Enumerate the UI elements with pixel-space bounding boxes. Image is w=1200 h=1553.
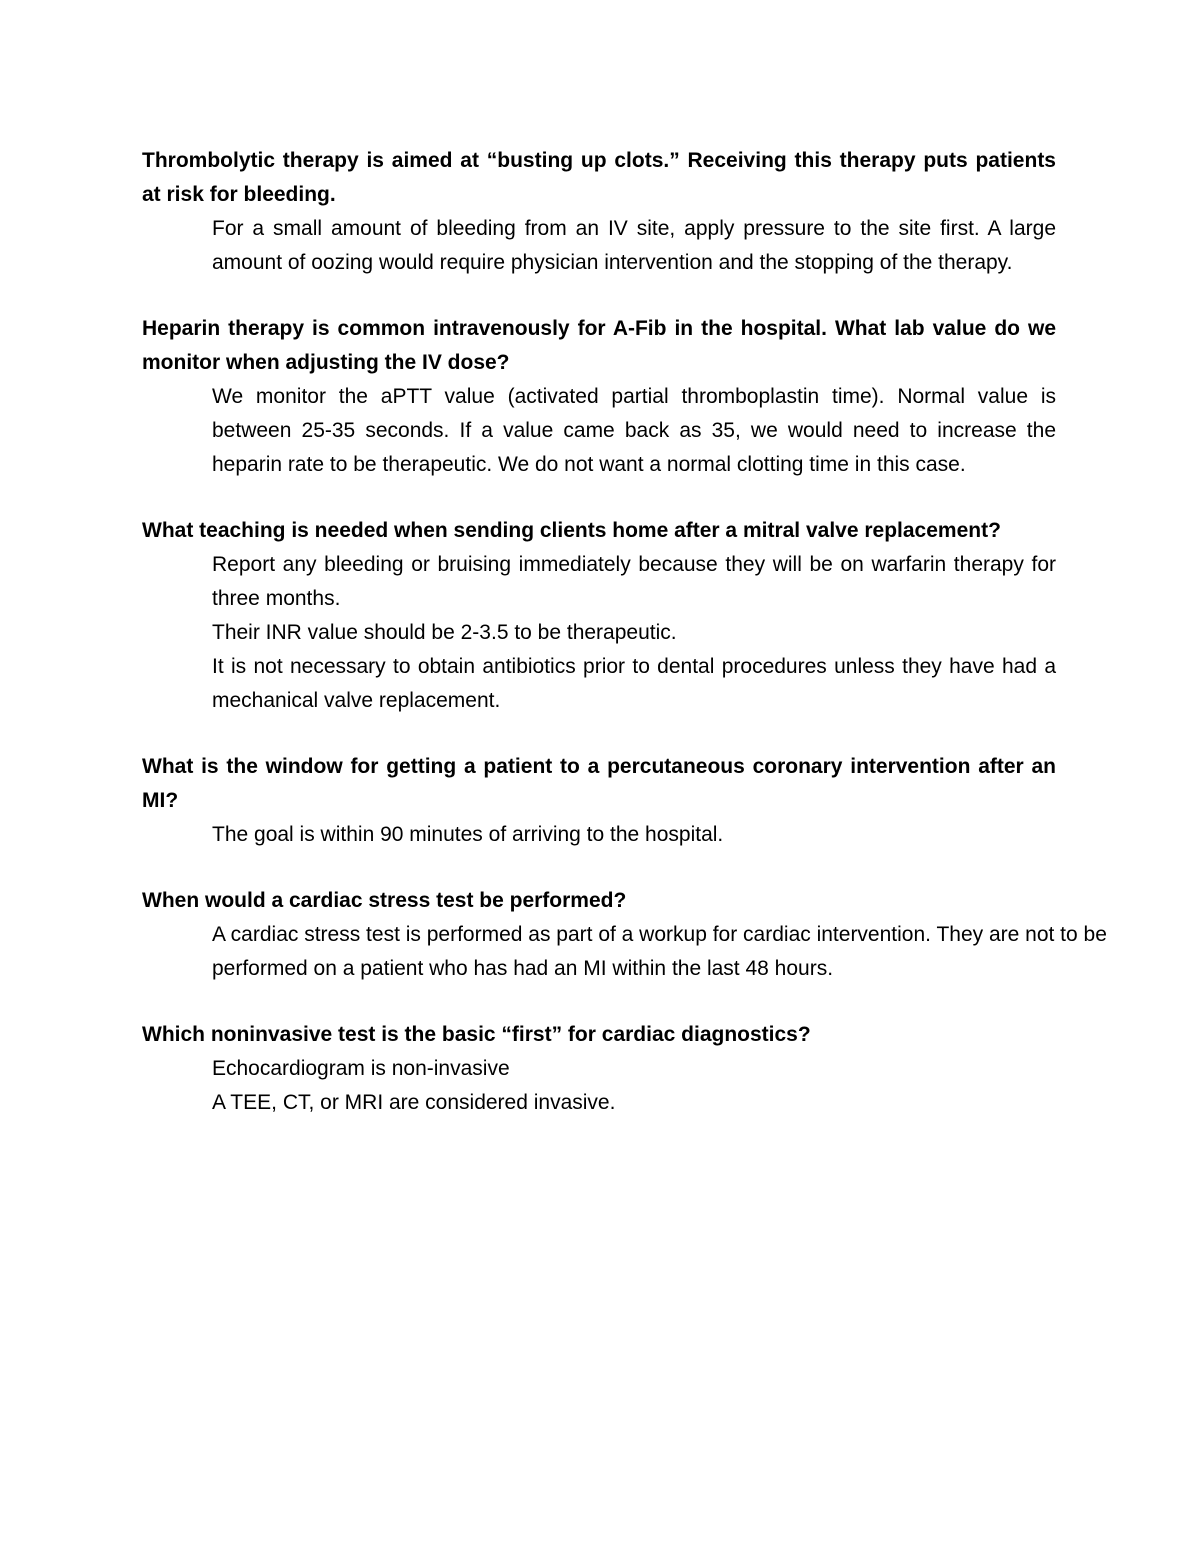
answer-paragraph: The goal is within 90 minutes of arriving to the hospital. [212, 823, 724, 846]
question-heading: What teaching is needed when sending clients home after a mitral valve replacement? [142, 519, 1001, 542]
question-heading: Heparin therapy is common intravenously for A-Fib in the hospital. What lab value do we monitor when adjusting the IV dose? [142, 317, 1056, 374]
qa-section-thrombolytic [142, 144, 1056, 280]
answer-paragraph: A TEE, CT, or MRI are considered invasive. [212, 1091, 616, 1114]
answer-paragraph: Report any bleeding or bruising immediately because they will be on warfarin therapy for three months. [212, 553, 1056, 610]
qa-section-mitral-valve [142, 514, 1056, 718]
answer-paragraph: We monitor the aPTT value (activated partial thromboplastin time). Normal value is between 25-35 seconds. If a value came back as 35, we would need to increase the heparin rate to be therapeutic. We do not want a normal clotting time in this case. [212, 385, 1056, 476]
question-heading: Thrombolytic therapy is aimed at “busting up clots.” Receiving this therapy puts patients at risk for bleeding. [142, 149, 1056, 206]
answer-paragraph: It is not necessary to obtain antibiotics prior to dental procedures unless they have had a mechanical valve replacement. [212, 655, 1056, 712]
question-heading: Which noninvasive test is the basic “first” for cardiac diagnostics? [142, 1023, 811, 1046]
question-heading: What is the window for getting a patient to a percutaneous coronary intervention after an MI? [142, 755, 1056, 812]
answer-paragraph: A cardiac stress test is performed as part of a workup for cardiac intervention. They are not to be performed on a patient who has had an MI within the last 48 hours. [212, 923, 1107, 980]
qa-section-noninvasive-test [142, 1018, 1056, 1120]
qa-section-heparin [142, 312, 1056, 482]
question-heading: When would a cardiac stress test be performed? [142, 889, 627, 912]
answer-paragraph: For a small amount of bleeding from an IV site, apply pressure to the site first. A large amount of oozing would require physician intervention and the stopping of the therapy. [212, 217, 1056, 274]
answer-paragraph: Their INR value should be 2-3.5 to be therapeutic. [212, 621, 677, 644]
document-body [142, 144, 1107, 1152]
qa-section-stress-test [142, 884, 1107, 986]
qa-section-pci-window [142, 750, 1056, 852]
answer-paragraph: Echocardiogram is non-invasive [212, 1057, 510, 1080]
